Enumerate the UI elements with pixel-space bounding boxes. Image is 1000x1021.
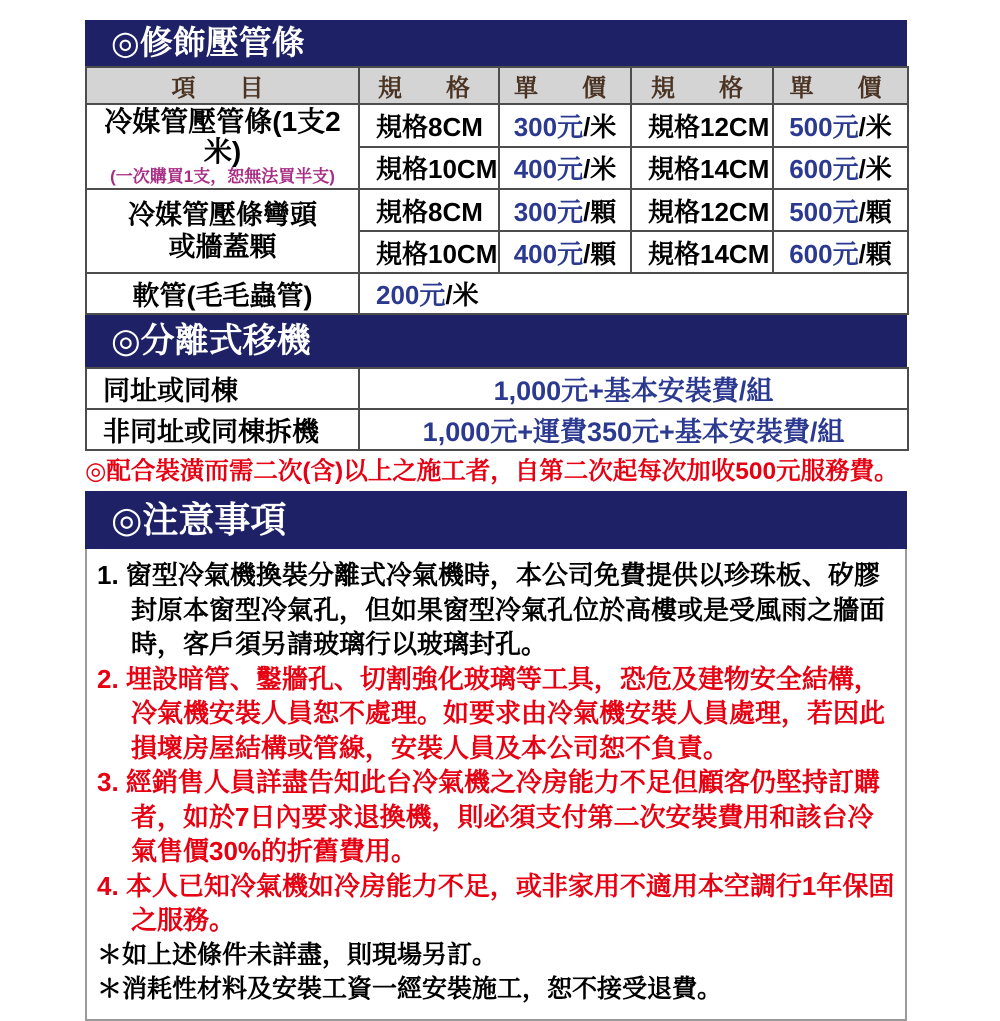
footnote-1: ＊如上述條件未詳盡，則現場另訂。	[97, 940, 498, 969]
notice-item-4	[97, 869, 895, 938]
relocation-banner-title: ◎分離式移機	[111, 322, 311, 360]
price-cell	[773, 104, 908, 147]
item-title-line1: 冷媒管壓條彎頭	[128, 200, 317, 230]
price-unit: /米	[858, 154, 892, 185]
notice-item-1	[97, 558, 895, 662]
notice-item-text: 本人已知冷氣機如冷房能力不足，或非家用不適用本空調行1年保固之服務。	[125, 870, 895, 935]
price-unit: /顆	[858, 238, 892, 269]
price-amount: 300元	[513, 196, 584, 227]
col-header-spec-1: 規 格	[359, 67, 499, 104]
notice-item-number: 1.	[97, 560, 119, 590]
price-unit: /米	[858, 111, 892, 142]
notice-item-text: 埋設暗管、鑿牆孔、切割強化玻璃等工具，恐危及建物安全結構，冷氣機安裝人員恕不處理。如要求由冷氣機安裝人員處理，若因此損壞房屋結構或管線，安裝人員及本公司恕不負責。	[125, 663, 886, 763]
notice-banner-title: ◎注意事項	[111, 499, 287, 540]
notice-item-3	[97, 765, 895, 869]
notice-item-number: 4.	[97, 870, 119, 901]
price-cell	[499, 147, 631, 190]
price-amount: 600元	[789, 238, 859, 269]
footnote-2: ＊消耗性材料及安裝工資一經安裝施工，恕不接受退費。	[97, 975, 723, 1003]
col-header-spec-2: 規 格	[631, 67, 773, 104]
spec-cell: 規格8CM	[359, 104, 499, 147]
item-cell-soft-tube	[86, 273, 359, 314]
price-cell-soft-tube	[359, 273, 908, 314]
pressure-strip-table	[85, 66, 909, 315]
item-cell-elbow	[86, 189, 359, 273]
notice-item-text: 經銷售人員詳盡告知此台冷氣機之冷房能力不足但顧客仍堅持訂購者，如於7日內要求退換機，則必須支付第二次安裝費用和該台冷氣售價30%的折舊費用。	[125, 767, 880, 866]
price-unit: /米	[583, 154, 617, 185]
pressure-strip-banner	[85, 20, 907, 66]
table-row	[86, 368, 908, 409]
relocation-fee: 1,000元+運費350元+基本安裝費/組	[359, 409, 908, 450]
price-cell	[773, 231, 908, 273]
price-cell	[499, 231, 631, 273]
item-subtitle: (一次購買1支，恕無法買半支)	[110, 166, 335, 186]
table-row-soft-tube	[86, 273, 908, 314]
price-sheet	[85, 20, 907, 1021]
pressure-strip-banner-title: ◎修飾壓管條	[111, 24, 305, 61]
price-cell	[773, 147, 908, 190]
item-title: 冷媒管壓管條(1支2米)	[104, 105, 341, 167]
price-amount: 600元	[789, 154, 859, 185]
price-cell	[499, 189, 631, 231]
spec-cell: 規格12CM	[631, 189, 773, 231]
table-row	[86, 189, 908, 231]
notice-item-number: 3.	[97, 767, 119, 797]
price-unit: /顆	[583, 238, 617, 269]
table-row	[86, 104, 908, 147]
spec-cell: 規格14CM	[631, 147, 773, 190]
price-unit: /顆	[583, 196, 617, 227]
price-unit: /米	[445, 280, 479, 310]
notice-box	[85, 549, 907, 1021]
surcharge-note: ◎配合裝潢而需二次(含)以上之施工者，自第二次起每次加收500元服務費。	[85, 458, 899, 485]
price-amount: 200元	[376, 280, 446, 310]
relocation-banner	[85, 315, 907, 367]
notice-item-text: 窗型冷氣機換裝分離式冷氣機時，本公司免費提供以珍珠板、矽膠封原本窗型冷氣孔，但如果窗型冷氣孔位於高樓或是受風雨之牆面時，客戶須另請玻璃行以玻璃封孔。	[125, 560, 886, 659]
price-amount: 500元	[789, 111, 859, 142]
price-amount: 400元	[513, 154, 584, 185]
col-header-item: 項 目	[86, 67, 359, 104]
price-unit: /顆	[858, 196, 892, 227]
price-amount: 500元	[789, 196, 859, 227]
price-cell	[499, 104, 631, 147]
relocation-fee: 1,000元+基本安裝費/組	[359, 368, 908, 409]
item-title: 軟管(毛毛蟲管)	[132, 281, 313, 311]
item-cell-pressure-strip	[86, 104, 359, 189]
price-unit: /米	[583, 111, 617, 142]
spec-cell: 規格10CM	[359, 231, 499, 273]
price-amount: 300元	[513, 111, 584, 142]
notice-item-2	[97, 662, 895, 766]
spec-cell: 規格14CM	[631, 231, 773, 273]
spec-cell: 規格10CM	[359, 147, 499, 190]
table-row	[86, 409, 908, 450]
price-cell	[773, 189, 908, 231]
col-header-price-1: 單 價	[499, 67, 631, 104]
col-header-price-2: 單 價	[773, 67, 908, 104]
item-title-line2: 或牆蓋顆	[168, 232, 277, 262]
price-amount: 400元	[513, 238, 584, 269]
relocation-label: 同址或同棟	[86, 368, 359, 409]
relocation-table	[85, 367, 909, 451]
relocation-label: 非同址或同棟拆機	[86, 409, 359, 450]
notice-item-number: 2.	[97, 663, 119, 694]
notice-banner	[85, 491, 907, 549]
table-header-row	[86, 67, 908, 104]
spec-cell: 規格8CM	[359, 189, 499, 231]
spec-cell: 規格12CM	[631, 104, 773, 147]
